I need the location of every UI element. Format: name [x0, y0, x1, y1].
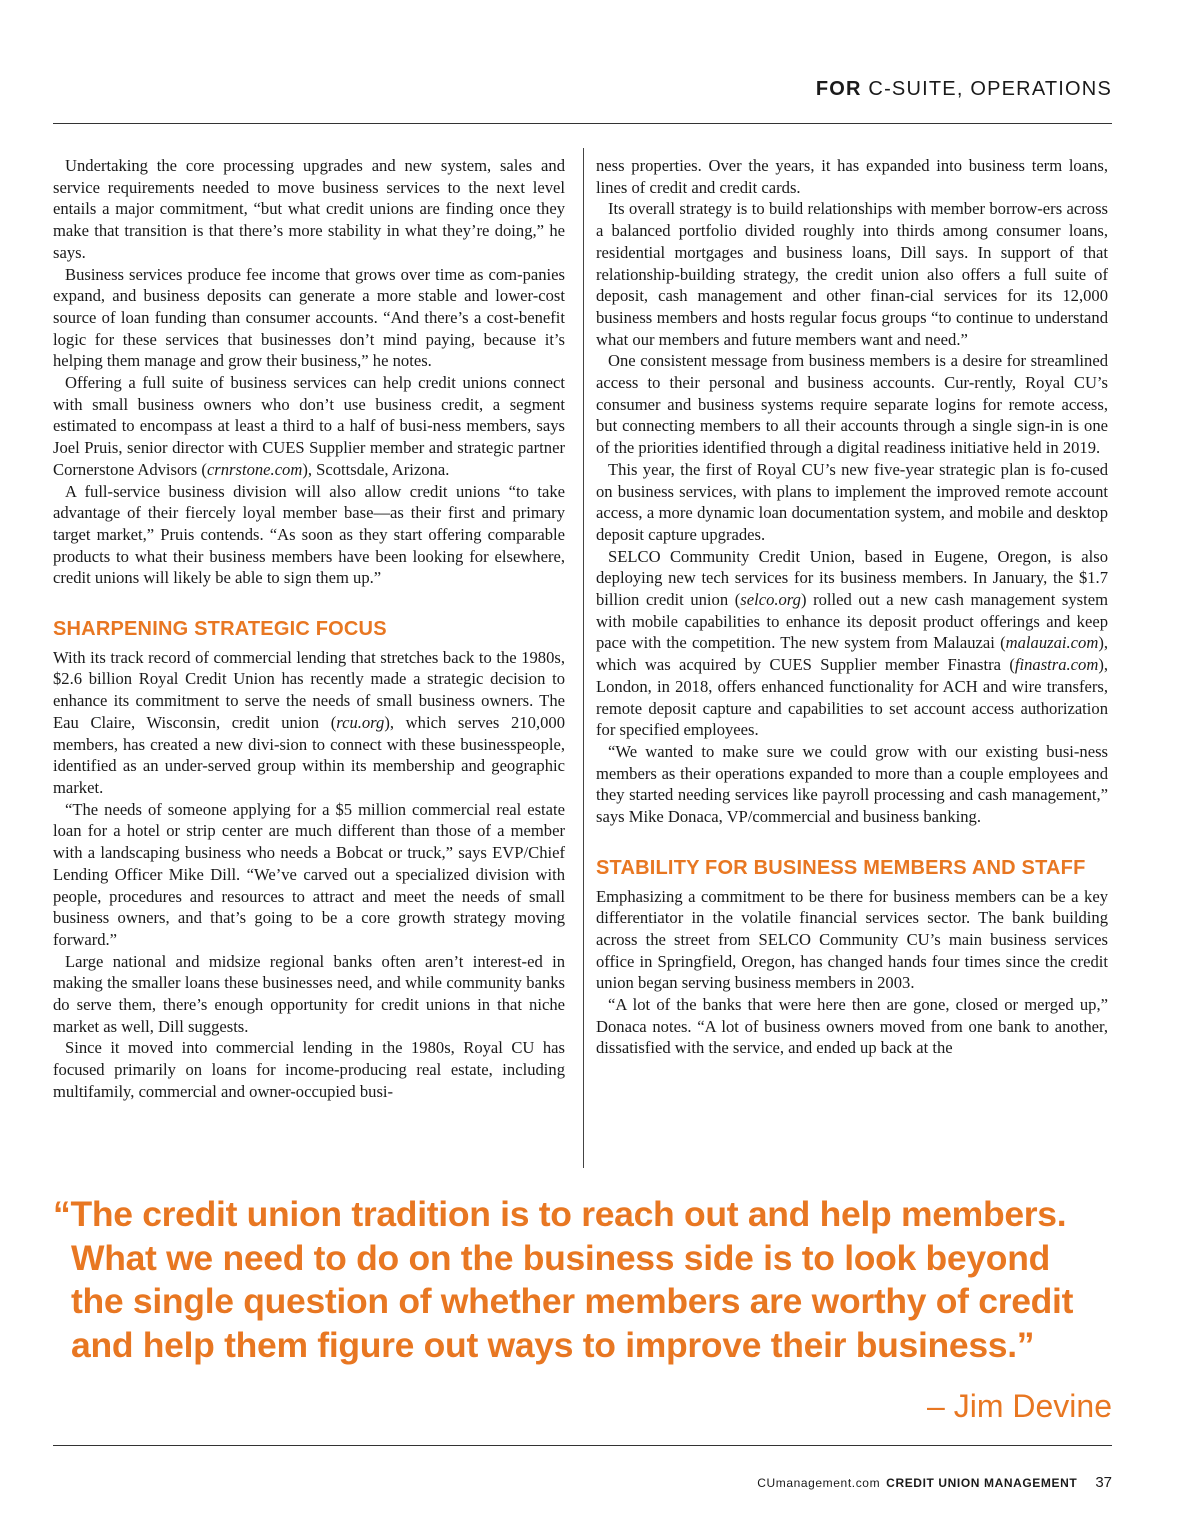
heading-sharpening-strategic-focus: SHARPENING STRATEGIC FOCUS: [53, 618, 387, 641]
right-paragraph-5-text-d: ), London, in 2018, offers enhanced functionality for ACH and wire transfers, remote deposit capture and capabilities to set account access authorization for specified employees.: [596, 655, 1108, 740]
column-divider: [583, 148, 584, 1168]
finastra-link: finastra.com: [1014, 655, 1099, 675]
pull-quote-line-1: “The credit union tradition is to reach out and help members.: [53, 1194, 1067, 1234]
cornerstone-link: crnrstone.com: [206, 459, 303, 479]
right-paragraph-5-text-b: ) rolled out a new cash management system with mobile capabilities to enhance its deposit product offerings and keep pace with the competition. The new system from Malauzai (: [596, 590, 1109, 653]
left-paragraph-1: Undertaking the core processing upgrades and new system, sales and service requirements needed to move business services to the next level entails a major commitment, “but what credit unions are finding once they make that transition is that there’s more stability in what they’re doing,” he says.: [53, 156, 565, 262]
left-paragraph-3-text-b: ), Scottsdale, Arizona.: [302, 459, 450, 479]
bottom-rule: [53, 1445, 1112, 1446]
pull-quote-line-4: and help them figure out ways to improve their business.”: [71, 1324, 1035, 1365]
left-paragraph-6: “The needs of someone applying for a $5 million commercial real estate loan for a hotel or strip center are much different than those of a member with a landscaping business who needs a Bobcat or truck,” says EVP/Chief Lending Officer Mike Dill. “We’ve carved out a specialized division with people, procedures and resources to attract and meet the needs of small business owners, and that’s going to be a core growth strategy moving forward.”: [53, 799, 565, 949]
section-header-rest: C-SUITE, OPERATIONS: [861, 78, 1112, 100]
selco-link: selco.org: [740, 590, 801, 610]
pull-quote-line-3: the single question of whether members are worthy of credit: [71, 1281, 1074, 1321]
left-paragraph-5: [53, 647, 565, 799]
section-header-bold: FOR: [815, 78, 862, 100]
left-paragraph-5-text-b: ), which serves 210,000 members, has created a new divi-sion to connect with these businesspeople, identified as an under-served group within its membership and geographic market.: [53, 712, 565, 797]
right-paragraph-5-text-a: SELCO Community Credit Union, based in Eugene, Oregon, is also deploying new tech services for its business members. In January, the $1.7 billion credit union (: [596, 546, 1108, 610]
left-paragraph-8: Since it moved into commercial lending in the 1980s, Royal CU has focused primarily on loans for income-producing real estate, including multifamily, commercial and owner-occupied busi-: [53, 1038, 565, 1101]
footer-site: CUmanagement.com: [757, 1476, 881, 1490]
page-footer: [757, 1474, 1112, 1491]
right-paragraph-5-text-c: ), which was acquired by CUES Supplier member Finastra (: [596, 633, 1108, 675]
right-paragraph-5: [596, 546, 1108, 741]
right-column: [596, 155, 1108, 1059]
right-paragraph-3: One consistent message from business members is a desire for streamlined access to their personal and business accounts. Cur-rently, Royal CU’s consumer and business systems require separate logins for remote access, but connecting members to all their accounts through a single sign-in is one of the priorities identified through a digital readiness initiative held in 2019.: [596, 351, 1108, 458]
right-paragraph-6: “We wanted to make sure we could grow with our existing busi-ness members as their operations expanded to more than a couple employees and they started needing services like payroll processing and cash management,” says Mike Donaca, VP/commercial and business banking.: [596, 741, 1108, 827]
malauzai-link: malauzai.com: [1005, 633, 1099, 653]
left-column: [53, 155, 565, 1103]
rcu-link: rcu.org: [336, 712, 385, 732]
right-paragraph-7: Emphasizing a commitment to be there for business members can be a key differentiator in the volatile financial services sector. The bank building across the street from SELCO Community CU’s main business services office in Springfield, Oregon, has changed hands four times since the credit union began serving business members in 2003.: [596, 886, 1108, 993]
section-header: [816, 78, 1112, 101]
right-paragraph-1: ness properties. Over the years, it has expanded into business term loans, lines of credit and credit cards.: [596, 156, 1108, 197]
pull-quote-attribution: – Jim Devine: [927, 1388, 1112, 1424]
left-paragraph-5-text-a: With its track record of commercial lending that stretches back to the 1980s, $2.6 billion Royal Credit Union has recently made a strategic decision to enhance its commitment to serve the needs of small business owners. The Eau Claire, Wisconsin, credit union (: [53, 647, 565, 732]
right-paragraph-4: This year, the first of Royal CU’s new five-year strategic plan is fo-cused on business services, with plans to implement the improved remote account access, a more dynamic loan documentation system, and mobile and desktop deposit capture upgrades.: [596, 459, 1108, 544]
left-paragraph-2: Business services produce fee income that grows over time as com-panies expand, and business deposits can generate a more stable and lower-cost source of loan funding than consumer accounts. “And there’s a cost-benefit logic for these services that businesses don’t mind paying, because it’s helping them manage and grow their business,” he notes.: [53, 264, 565, 371]
pull-quote-line-2: What we need to do on the business side is to look beyond: [71, 1237, 1050, 1278]
left-paragraph-4: A full-service business division will also allow credit unions “to take advantage of their fiercely loyal member base—as their first and primary target market,” Pruis contends. “As soon as they start offering comparable products to what their business members have been looking for elsewhere, credit unions will likely be able to sign them up.”: [53, 481, 565, 588]
left-paragraph-3-text-a: Offering a full suite of business services can help credit unions connect with small business owners who don’t use business credit, a segment estimated to encompass at least a third to a half of busi-ness members, says Joel Pruis, senior director with CUES Supplier member and strategic partner Cornerstone Advisors (: [53, 373, 565, 479]
top-rule: [53, 123, 1112, 124]
right-paragraph-8: “A lot of the banks that were here then are gone, closed or merged up,” Donaca notes. “A lot of business owners moved from one bank to another, dissatisfied with the service, and ended up back at the: [596, 995, 1108, 1058]
pull-quote: [53, 1193, 1123, 1367]
left-paragraph-7: Large national and midsize regional banks often aren’t interest-ed in making the smaller loans these businesses need, and while community banks do serve them, there’s enough opportunity for credit unions in that niche market as well, Dill suggests.: [53, 951, 565, 1036]
page-number: 37: [1095, 1474, 1112, 1491]
right-paragraph-2: Its overall strategy is to build relationships with member borrow-ers across a balanced portfolio divided roughly into thirds among consumer loans, residential mortgages and business loans, Dill says. In support of that relationship-building strategy, the credit union also offers a full suite of deposit, cash management and other finan-cial services for its 12,000 business members and hosts regular focus groups “to continue to understand what our members and future members want and need.”: [596, 199, 1108, 349]
footer-publication: CREDIT UNION MANAGEMENT: [886, 1476, 1078, 1490]
left-paragraph-3: [53, 372, 565, 481]
heading-stability-for-business-members: STABILITY FOR BUSINESS MEMBERS AND STAFF: [596, 856, 1086, 879]
